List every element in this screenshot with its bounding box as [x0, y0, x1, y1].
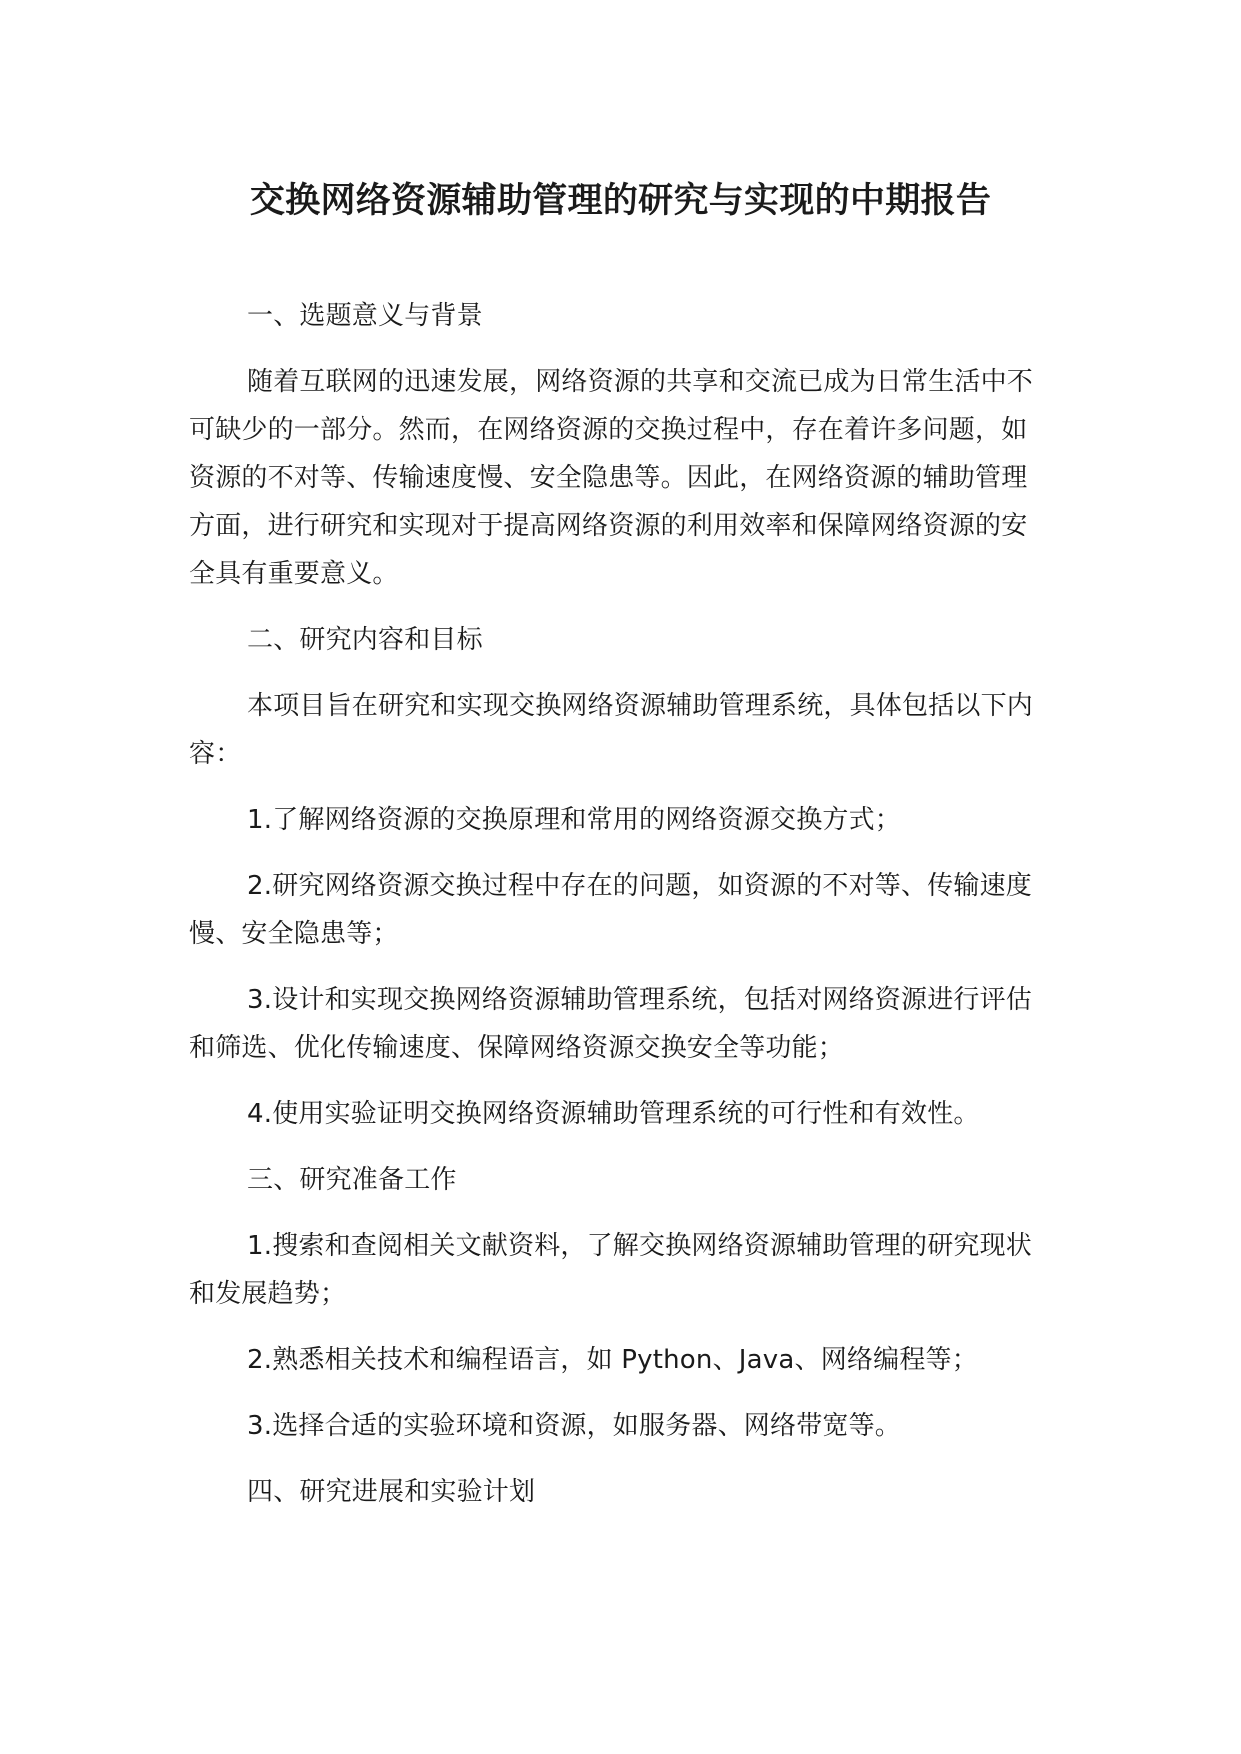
- section-3-item-1: 1.搜索和查阅相关文献资料，了解交换网络资源辅助管理的研究现状和发展趋势；: [189, 1231, 1033, 1309]
- section-2-item-2: 2.研究网络资源交换过程中存在的问题，如资源的不对等、传输速度慢、安全隐患等；: [189, 871, 1033, 949]
- document-body: [189, 292, 1034, 1534]
- section-heading-4: 四、研究进展和实验计划: [247, 1477, 536, 1507]
- section-2-item-4: 4.使用实验证明交换网络资源辅助管理系统的可行性和有效性。: [247, 1099, 980, 1129]
- section-heading-2: 二、研究内容和目标: [247, 625, 483, 655]
- section-1-paragraph: 随着互联网的迅速发展，网络资源的共享和交流已成为日常生活中不可缺少的一部分。然而，在网络资源的交换过程中，存在着许多问题，如资源的不对等、传输速度慢、安全隐患等。因此，在网络资源的辅助管理方面，进行研究和实现对于提高网络资源的利用效率和保障网络资源的安全具有重要意义。: [189, 367, 1034, 589]
- section-heading-3: 三、研究准备工作: [247, 1165, 457, 1195]
- section-2-item-1: 1.了解网络资源的交换原理和常用的网络资源交换方式；: [247, 805, 902, 835]
- section-3-item-2: 2.熟悉相关技术和编程语言，如 Python、Java、网络编程等；: [247, 1345, 978, 1375]
- section-heading-1: 一、选题意义与背景: [247, 301, 483, 331]
- section-3-item-3: 3.选择合适的实验环境和资源，如服务器、网络带宽等。: [247, 1411, 902, 1441]
- section-2-item-3: 3.设计和实现交换网络资源辅助管理系统，包括对网络资源进行评估和筛选、优化传输速度、保障网络资源交换安全等功能；: [189, 985, 1033, 1063]
- section-2-intro: 本项目旨在研究和实现交换网络资源辅助管理系统，具体包括以下内容：: [189, 691, 1034, 769]
- document-title: 交换网络资源辅助管理的研究与实现的中期报告: [249, 181, 992, 221]
